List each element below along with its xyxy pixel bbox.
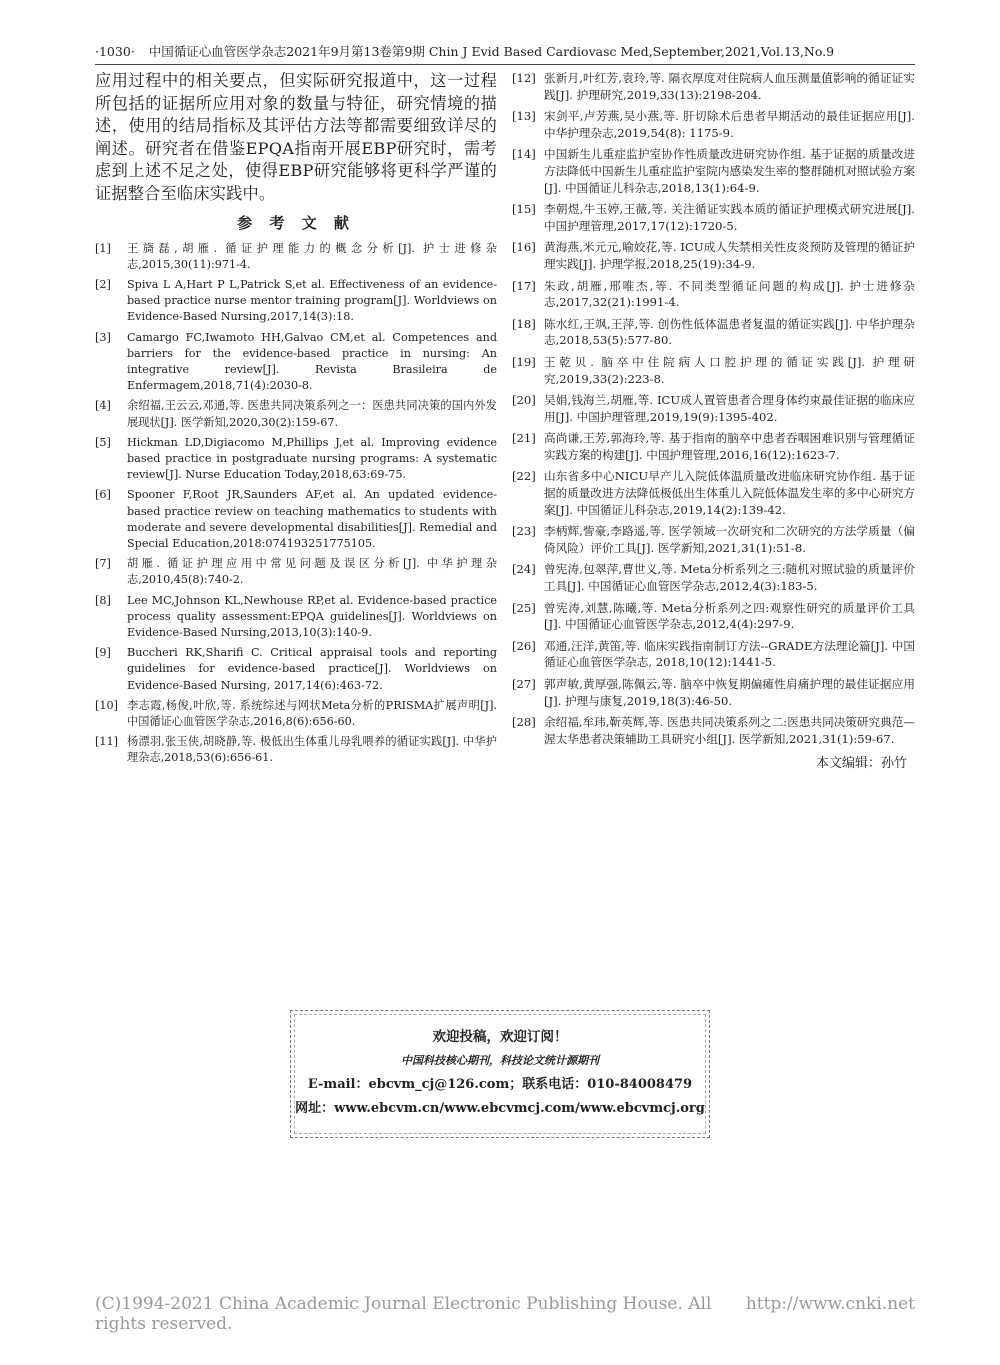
reference-number: [13]: [512, 109, 536, 124]
reference-number: [11]: [95, 735, 118, 749]
reference-list-left: [95, 241, 497, 767]
reference-number: [16]: [512, 240, 536, 255]
reference-item: [95, 645, 497, 694]
reference-text: 杨漂羽,张玉侠,胡晓静,等. 极低出生体重儿母乳喂养的循证实践[J]. 中华护理杂志,2018,53(6):656-61.: [127, 735, 497, 765]
reference-item: [512, 468, 915, 518]
reference-number: [28]: [512, 715, 536, 730]
reference-item: [512, 714, 915, 747]
reference-text: Lee MC,Johnson KL,Newhouse RP,et al. Evidence-based practice process quality assessment:EPQA guidelines[J]. Worldviews on Evidence-Based Nursing,2013,10(3):140-9.: [127, 593, 497, 640]
reference-list-right: [512, 70, 915, 747]
reference-item: [95, 698, 497, 730]
reference-text: Spooner F,Root JR,Saunders AF,et al. An updated evidence-based practice review on teaching mathematics to students with moderate and severe developmental disabilities[J]. Remedial and Special Education,2018:074193251775105.: [127, 488, 497, 551]
reference-text: 山东省多中心NICU早产儿入院低体温质量改进临床研究协作组. 基于证据的质量改进方法降低极低出生体重儿入院低体温发生率的多中心研究方案[J]. 中国循证儿科杂志,2019,14(2):139-42.: [544, 469, 916, 517]
reference-text: 郭声敏,黄厚强,陈佩云,等. 脑卒中恢复期偏瘫性肩痛护理的最佳证据应用[J]. 护理与康复,2019,18(3):46-50.: [544, 677, 915, 708]
reference-number: [24]: [512, 562, 536, 577]
notice-website: 网址：www.ebcvm.cn/www.ebcvmcj.com/www.ebcvmcj.org: [295, 1101, 705, 1116]
reference-number: [22]: [512, 469, 536, 484]
reference-text: 邓通,汪洋,黄笛,等. 临床实践指南制订方法--GRADE方法理论篇[J]. 中国循证心血管医学杂志, 2018,10(12):1441-5.: [544, 638, 915, 670]
reference-number: [18]: [512, 316, 536, 331]
reference-item: [95, 277, 497, 326]
running-header: [95, 40, 915, 62]
reference-item: [512, 392, 915, 425]
reference-number: [10]: [95, 698, 118, 712]
reference-item: [512, 108, 915, 141]
reference-text: 胡雁. 循证护理应用中常见问题及误区分析[J]. 中华护理杂志,2010,45(8):740-2.: [127, 557, 497, 587]
reference-item: [512, 676, 915, 709]
reference-item: [95, 556, 497, 588]
reference-item: [512, 278, 915, 311]
reference-item: [512, 638, 915, 671]
reference-item: [95, 487, 497, 552]
reference-number: [5]: [95, 435, 111, 449]
reference-text: 黄海燕,米元元,喻姣花,等. ICU成人失禁相关性皮炎预防及管理的循证护理实践[J]. 护理学报,2018,25(19):34-9.: [544, 240, 915, 271]
reference-item: [512, 600, 915, 633]
reference-number: [27]: [512, 677, 536, 691]
reference-number: [12]: [512, 71, 536, 85]
reference-item: [512, 523, 915, 556]
reference-text: 张新月,叶红芳,袁玲,等. 隔衣厚度对住院病人血压测量值影响的循证证实践[J]. 护理研究,2019,33(13):2198-204.: [544, 71, 915, 102]
reference-text: Camargo FC,Iwamoto HH,Galvao CM,et al. Competences and barriers for the evidence-based practice in nursing: An integrative review[J]. Revista Brasileira de Enfermagem,2018,71(4):2030-8.: [127, 330, 497, 393]
reference-number: [4]: [95, 399, 111, 413]
reference-text: 李朝煜,牛玉婷,王薇,等. 关注循证实践本质的循证护理模式研究进展[J]. 中国护理管理,2017,17(12):1720-5.: [544, 202, 915, 233]
reference-text: 王旖磊,胡雁. 循证护理能力的概念分析[J]. 护士进修杂志,2015,30(11):971-4.: [127, 241, 497, 271]
reference-text: 曾宪涛,包翠萍,曹世义,等. Meta分析系列之三:随机对照试验的质量评价工具[J]. 中国循证心血管医学杂志,2012,4(3):183-5.: [544, 562, 915, 594]
body-paragraph: 应用过程中的相关要点，但实际研究报道中，这一过程所包括的证据所应用对象的数量与特征，研究情境的描述，使用的结局指标及其评估方法等都需要细致详尽的阐述。研究者在借鉴EPQA指南开展EBP研究时，需考虑到上述不足之处，使得EBP研究能够将更科学严谨的证据整合至临床实践中。: [95, 71, 497, 203]
reference-text: 朱政,胡雁,邢唯杰,等. 不同类型循证问题的构成[J]. 护士进修杂志,2017,32(21):1991-4.: [544, 278, 915, 310]
reference-item: [512, 561, 915, 594]
reference-number: [6]: [95, 488, 111, 502]
reference-text: 吴娟,钱海兰,胡雁,等. ICU成人置管患者合理身体约束最佳证据的临床应用[J]. 中国护理管理,2019,19(9):1395-402.: [544, 393, 915, 424]
reference-number: [21]: [512, 431, 536, 446]
notice-journal-status: 中国科技核心期刊，科技论文统计源期刊: [401, 1054, 599, 1067]
reference-text: 李志霞,杨俊,叶欣,等. 系统综述与网状Meta分析的PRISMA扩展声明[J]. 中国循证心血管医学杂志,2016,8(6):656-60.: [127, 698, 497, 729]
reference-number: [23]: [512, 524, 536, 539]
reference-text: 中国新生儿重症监护室协作性质量改进研究协作组. 基于证据的质量改进方法降低中国新生儿重症监护室院内感染发生率的整群随机对照试验方案[J]. 中国循证儿科杂志,2018,13(1):64-9.: [544, 147, 916, 195]
reference-number: [9]: [95, 646, 111, 660]
right-column: [512, 70, 915, 771]
reference-text: Buccheri RK,Sharifi C. Critical appraisal tools and reporting guidelines for evidence-based practice[J]. Worldviews on Evidence-Based Nursing, 2017,14(6):463-72.: [127, 646, 497, 692]
reference-item: [512, 201, 915, 234]
journal-title: 中国循证心血管医学杂志2021年9月第13卷第9期 Chin J Evid Based Cardiovasc Med,September,2021,Vol.13,No.9: [148, 44, 835, 59]
notice-contact: E-mail：ebcvm_cj@126.com；联系电话：010-84008479: [307, 1077, 693, 1092]
reference-text: 曾宪涛,刘慧,陈曦,等. Meta分析系列之四:观察性研究的质量评价工具[J]. 中国循证心血管医学杂志,2012,4(4):297-9.: [544, 600, 915, 632]
cnki-footer: [95, 1294, 915, 1334]
reference-text: 陈水红,王飒,王萍,等. 创伤性低体温患者复温的循证实践[J]. 中华护理杂志,2018,53(5):577-80.: [544, 316, 915, 348]
reference-number: [25]: [512, 600, 536, 615]
reference-number: [7]: [95, 557, 111, 571]
reference-text: 余绍福,王云云,邓通,等. 医患共同决策系列之一：医患共同决策的国内外发展现状[J]. 医学新知,2020,30(2):159-67.: [127, 399, 497, 429]
left-column: [95, 70, 497, 771]
reference-item: [512, 316, 915, 349]
reference-number: [17]: [512, 278, 536, 293]
reference-item: [512, 430, 915, 463]
reference-item: [95, 241, 497, 273]
reference-text: 余绍福,牟玮,靳英辉,等. 医患共同决策系列之二:医患共同决策研究典范—渥太华患者决策辅助工具研究小组[J]. 医学新知,2021,31(1):59-67.: [544, 715, 915, 746]
reference-item: [95, 398, 497, 430]
cnki-link[interactable]: http://www.cnki.net: [745, 1294, 915, 1314]
reference-number: [2]: [95, 277, 111, 291]
page-number: ·1030·: [95, 43, 135, 59]
reference-number: [19]: [512, 354, 536, 369]
reference-item: [95, 593, 497, 642]
notice-welcome: 欢迎投稿，欢迎订阅！: [432, 1029, 568, 1045]
references-heading: 参 考 文 献: [237, 213, 355, 232]
copyright-text: (C)1994-2021 China Academic Journal Electronic Publishing House. All rights reserved.: [95, 1294, 712, 1334]
reference-text: 宋剑平,卢芳燕,吴小燕,等. 肝切除术后患者早期活动的最佳证据应用[J]. 中华护理杂志,2019,54(8): 1175-9.: [544, 109, 915, 140]
reference-number: [20]: [512, 393, 536, 408]
reference-item: [95, 734, 497, 766]
reference-item: [512, 70, 915, 103]
reference-number: [3]: [95, 330, 111, 344]
reference-text: Spiva L A,Hart P L,Patrick S,et al. Effectiveness of an evidence-based practice nurse mentor training program[J]. Worldviews on Evidence-Based Nursing,2017,14(3):18.: [127, 277, 497, 324]
reference-item: [95, 435, 497, 484]
reference-item: [95, 330, 497, 395]
reference-text: Hickman LD,Digiacomo M,Phillips J,et al. Improving evidence based practice in postgraduate nursing programs: A systematic review[J]. Nurse Education Today,2018,63:69-75.: [127, 435, 497, 482]
reference-item: [512, 146, 915, 196]
header-divider: [95, 64, 915, 65]
reference-number: [26]: [512, 638, 536, 653]
reference-text: 李柄辉,訾豪,李路遥,等. 医学领域一次研究和二次研究的方法学质量（偏倚风险）评价工具[J]. 医学新知,2021,31(1):51-8.: [544, 524, 915, 555]
reference-item: [512, 239, 915, 272]
subscription-notice-box: [290, 1010, 710, 1138]
editor-credit: 本文编辑：孙竹: [815, 756, 907, 772]
reference-number: [15]: [512, 202, 536, 217]
reference-number: [1]: [95, 241, 111, 255]
reference-text: 王乾贝. 脑卒中住院病人口腔护理的循证实践[J]. 护理研究,2019,33(2):223-8.: [544, 354, 915, 386]
reference-number: [8]: [95, 593, 111, 607]
reference-number: [14]: [512, 147, 536, 162]
reference-text: 高尚谦,王芳,郭海玲,等. 基于指南的脑卒中患者吞咽困难识别与管理循证实践方案的构建[J]. 中国护理管理,2016,16(12):1623-7.: [544, 431, 915, 462]
reference-item: [512, 354, 915, 387]
